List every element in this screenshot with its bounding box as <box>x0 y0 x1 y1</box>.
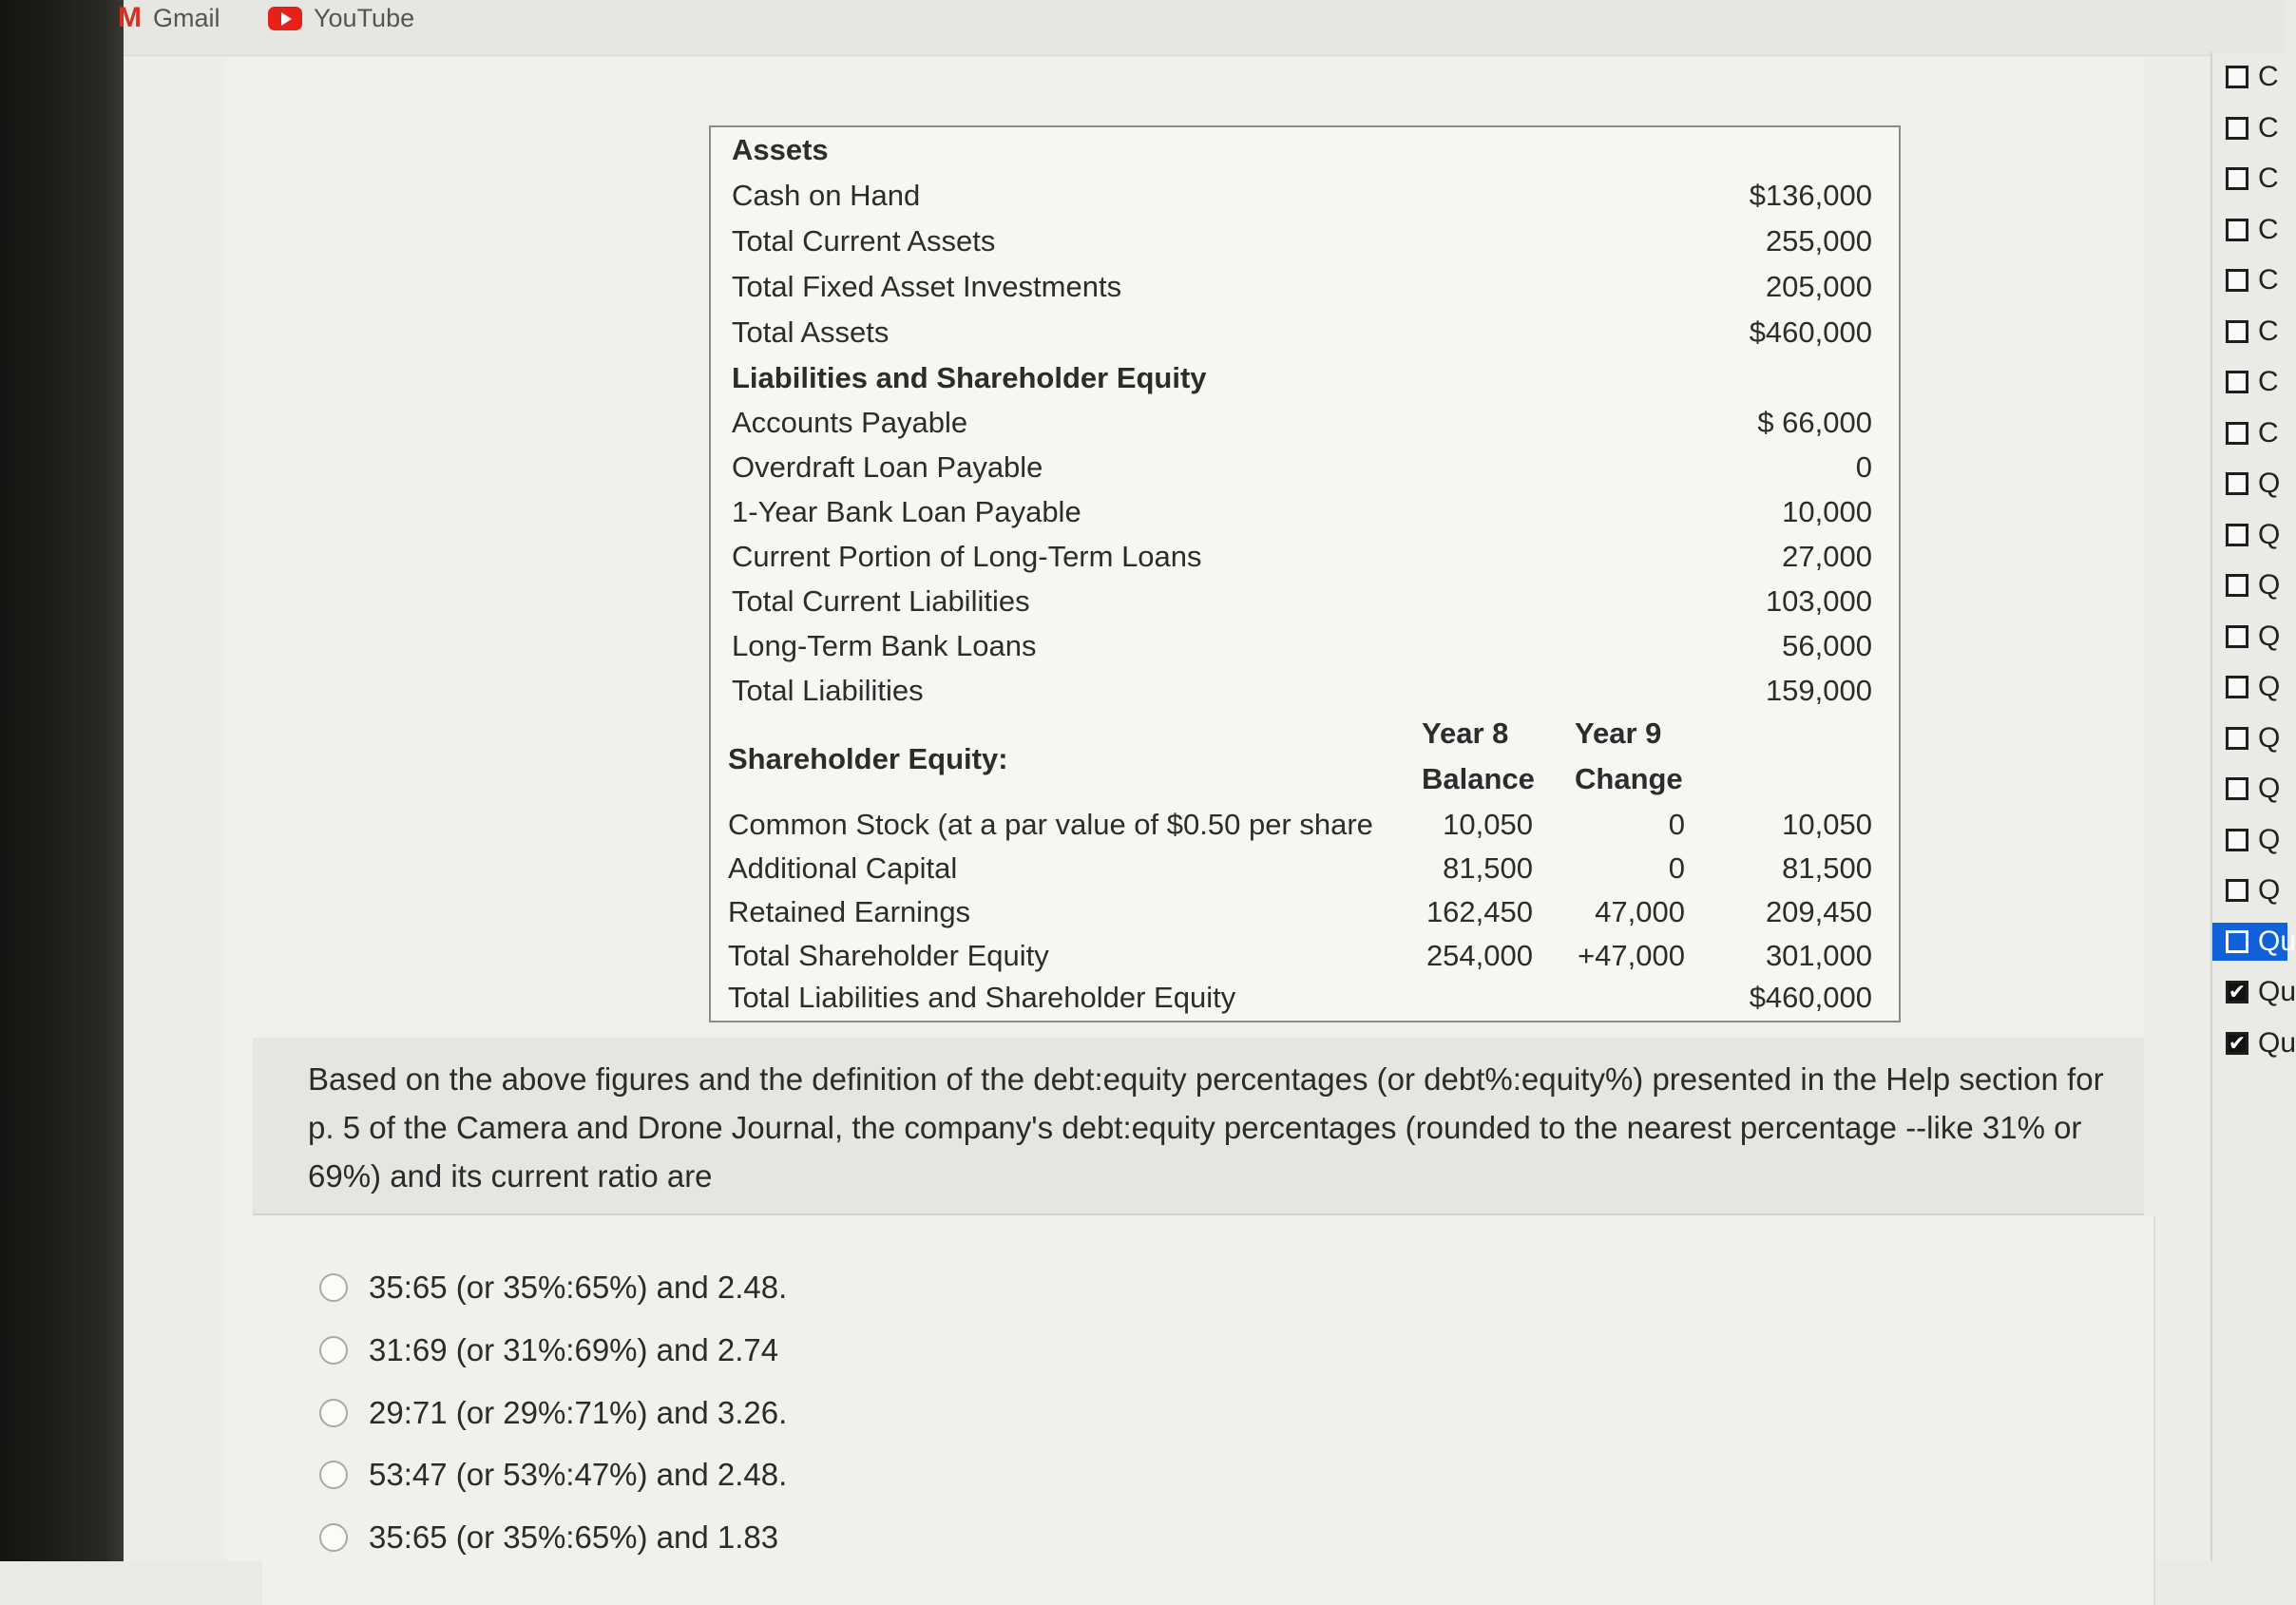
nav-question-label: Q <box>2258 569 2281 601</box>
nav-question-label: Q <box>2258 518 2281 550</box>
quiz-content <box>224 57 2144 1561</box>
table-row: Current Portion of Long-Term Loans 27,000 <box>732 540 1872 573</box>
answer-option-5[interactable] <box>319 1514 778 1561</box>
nav-question-item[interactable] <box>2226 313 2292 351</box>
nav-question-item[interactable] <box>2226 668 2292 706</box>
nav-question-label: Q <box>2258 468 2281 499</box>
assets-heading-row <box>711 129 1899 173</box>
liabilities-heading: Liabilities and Shareholder Equity <box>732 361 1207 394</box>
nav-question-item[interactable] <box>2226 821 2292 859</box>
checkbox-icon[interactable] <box>2226 930 2248 953</box>
nav-question-label: Q <box>2258 671 2281 702</box>
balance-sheet-image <box>709 125 1901 1022</box>
nav-question-item[interactable] <box>2226 566 2292 604</box>
nav-question-item[interactable] <box>2226 618 2292 656</box>
checked-checkbox-icon[interactable]: ✔ <box>2226 981 2248 1003</box>
year9-header-line1: Year 9 <box>1575 717 1662 750</box>
table-row: Additional Capital 81,500 0 81,500 <box>728 851 1872 885</box>
question-prompt <box>253 1038 2144 1215</box>
bookmark-gmail-label: Gmail <box>153 3 220 32</box>
liabilities-heading-row <box>711 357 1899 401</box>
checkbox-icon[interactable] <box>2226 829 2248 851</box>
year8-header-line2: Balance <box>1422 762 1535 795</box>
nav-question-item[interactable] <box>2226 719 2292 757</box>
answer-option-label: 31:69 (or 31%:69%) and 2.74 <box>369 1332 779 1367</box>
answer-option-2[interactable] <box>319 1327 778 1374</box>
screen-bezel <box>0 0 124 1561</box>
checkbox-icon[interactable] <box>2226 625 2248 648</box>
bookmark-youtube[interactable] <box>268 2 414 34</box>
radio-button[interactable] <box>319 1336 348 1365</box>
nav-question-label: Q <box>2258 773 2281 804</box>
nav-question-item[interactable] <box>2226 1024 2296 1062</box>
radio-button[interactable] <box>319 1461 348 1489</box>
table-row: Long-Term Bank Loans 56,000 <box>732 629 1872 662</box>
table-row: Overdraft Loan Payable 0 <box>732 450 1872 484</box>
answer-option-label: 35:65 (or 35%:65%) and 1.83 <box>369 1519 779 1555</box>
checkbox-icon[interactable] <box>2226 117 2248 140</box>
checkbox-icon[interactable] <box>2226 879 2248 902</box>
nav-question-label: C <box>2258 162 2279 194</box>
nav-question-label: Q <box>2258 823 2281 855</box>
radio-button[interactable] <box>319 1273 348 1302</box>
nav-question-label: C <box>2258 264 2279 296</box>
table-row: Accounts Payable $ 66,000 <box>732 406 1872 439</box>
question-navigation <box>2210 52 2296 1561</box>
nav-question-item[interactable] <box>2226 770 2292 808</box>
bookmark-gmail[interactable] <box>118 2 220 34</box>
answer-option-label: 35:65 (or 35%:65%) and 2.48. <box>369 1270 788 1305</box>
nav-question-item[interactable] <box>2226 973 2296 1011</box>
answer-option-1[interactable] <box>319 1264 787 1311</box>
youtube-icon <box>268 7 302 30</box>
nav-question-label: Q <box>2258 721 2281 754</box>
nav-question-label: Q <box>2258 620 2281 652</box>
nav-question-label: C <box>2258 315 2279 347</box>
bookmark-youtube-label: YouTube <box>314 3 415 32</box>
question-text: Based on the above figures and the definition of the debt:equity percentages (or debt%:equity%) presented in the Help section for p. 5 of the Camera and Drone Journal, the company's debt:equity percentages (rounded to the nearest percentage --like 31% or 69%) and its current ratio are <box>308 1061 2104 1194</box>
table-row: Total Current Assets 255,000 <box>732 224 1872 258</box>
checkbox-icon[interactable] <box>2226 422 2248 445</box>
year9-header-line2: Change <box>1575 762 1683 795</box>
browser-window <box>118 0 2296 1561</box>
gmail-icon: M <box>118 2 142 33</box>
nav-question-item[interactable] <box>2226 465 2292 503</box>
nav-question-label: Qu <box>2258 925 2296 957</box>
table-row: Total Liabilities and Shareholder Equity $460,000 <box>728 981 1872 1014</box>
answer-option-label: 53:47 (or 53%:47%) and 2.48. <box>369 1457 788 1492</box>
checkbox-icon[interactable] <box>2226 676 2248 698</box>
radio-button[interactable] <box>319 1523 348 1552</box>
table-row: 1-Year Bank Loan Payable 10,000 <box>732 495 1872 528</box>
checked-checkbox-icon[interactable]: ✔ <box>2226 1032 2248 1055</box>
radio-button[interactable] <box>319 1399 348 1427</box>
answer-option-3[interactable] <box>319 1389 787 1437</box>
checkbox-icon[interactable] <box>2226 524 2248 546</box>
nav-question-item[interactable] <box>2226 516 2292 554</box>
answer-option-label: 29:71 (or 29%:71%) and 3.26. <box>369 1395 788 1430</box>
checkbox-icon[interactable] <box>2226 727 2248 750</box>
nav-question-label: C <box>2258 213 2279 245</box>
equity-heading-row <box>711 738 1899 782</box>
nav-question-item[interactable] <box>2226 363 2292 401</box>
table-row: Total Liabilities 159,000 <box>732 674 1872 707</box>
table-row: Cash on Hand $136,000 <box>732 179 1872 212</box>
assets-heading: Assets <box>732 133 829 166</box>
nav-question-item[interactable] <box>2226 211 2292 249</box>
nav-question-item[interactable] <box>2212 923 2296 961</box>
answer-option-4[interactable] <box>319 1451 787 1499</box>
table-row: Total Fixed Asset Investments 205,000 <box>732 270 1872 303</box>
nav-question-label: C <box>2258 366 2279 397</box>
table-row: Common Stock (at a par value of $0.50 per share 10,050 0 10,050 <box>728 808 1872 841</box>
checkbox-icon[interactable] <box>2226 777 2248 800</box>
table-row: Total Current Liabilities 103,000 <box>732 584 1872 618</box>
nav-question-item[interactable] <box>2226 414 2292 452</box>
nav-question-item[interactable] <box>2226 58 2292 96</box>
nav-question-item[interactable] <box>2226 109 2292 147</box>
checkbox-icon[interactable] <box>2226 66 2248 88</box>
equity-heading: Shareholder Equity: <box>728 742 1008 775</box>
year8-header-line1: Year 8 <box>1422 717 1509 750</box>
nav-question-label: Qu <box>2258 976 2296 1007</box>
nav-question-item[interactable] <box>2226 871 2292 909</box>
answer-options <box>262 1215 2155 1605</box>
nav-question-item[interactable] <box>2226 160 2292 198</box>
nav-question-label: Q <box>2258 874 2281 906</box>
nav-question-label: C <box>2258 416 2279 449</box>
table-row: Total Assets $460,000 <box>732 315 1872 349</box>
checkbox-icon[interactable] <box>2226 269 2248 292</box>
bookmarks-bar <box>118 0 2286 56</box>
checkbox-icon[interactable] <box>2226 219 2248 241</box>
checkbox-icon[interactable] <box>2226 574 2248 597</box>
table-row: Total Shareholder Equity 254,000 +47,000 301,000 <box>728 939 1872 972</box>
nav-question-label: C <box>2258 61 2279 92</box>
checkbox-icon[interactable] <box>2226 167 2248 190</box>
checkbox-icon[interactable] <box>2226 472 2248 495</box>
table-row: Retained Earnings 162,450 47,000 209,450 <box>728 895 1872 928</box>
nav-question-label: C <box>2258 111 2279 143</box>
nav-question-item[interactable] <box>2226 261 2292 299</box>
nav-question-label: Qu <box>2258 1026 2296 1059</box>
checkbox-icon[interactable] <box>2226 320 2248 343</box>
checkbox-icon[interactable] <box>2226 371 2248 393</box>
